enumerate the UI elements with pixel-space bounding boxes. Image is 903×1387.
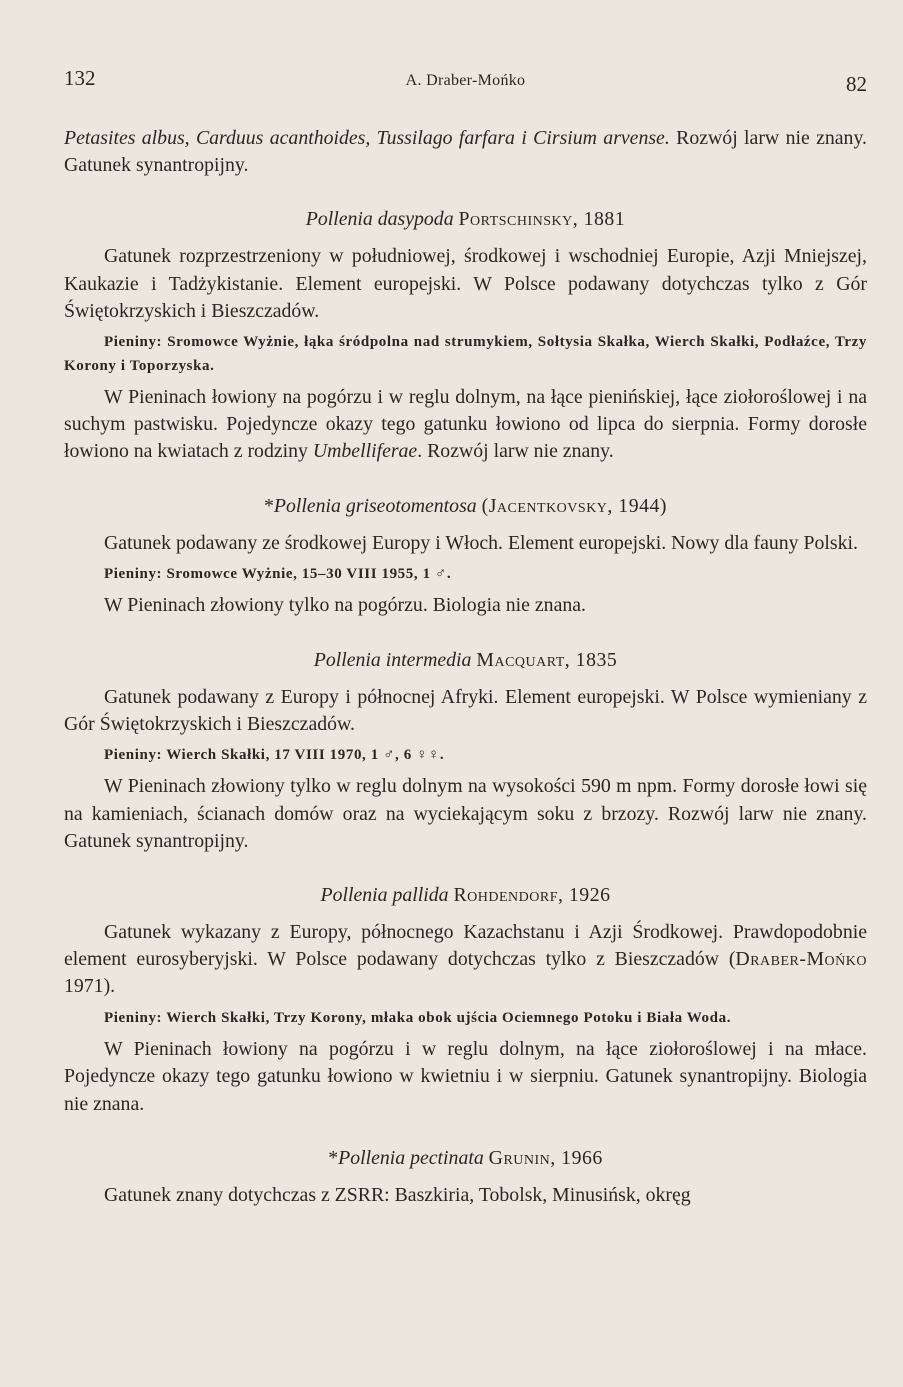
species-name: Pollenia pectinata: [338, 1146, 484, 1169]
host-plants: Petasites albus, Carduus acanthoides, Tussilago farfara i Cirsium arvense.: [64, 127, 670, 149]
species-locality: Pieniny: Sromowce Wyżnie, łąka śródpolna nad strumykiem, Sołtysia Skałka, Wierch Skałki, Podłaźce, Trzy Korony i Toporzyska.: [64, 334, 867, 374]
species-distribution: Gatunek rozprzestrzeniony w południowej, środkowej i wschodniej Europie, Azji Mniejszej, Kaukazie i Tadżykistanie. Element europejski. W Polsce podawany dotychczas tylko z Gór Świętokrzyskich i Bieszczadów.: [64, 245, 867, 322]
page-content: [64, 125, 867, 1209]
page-header: [64, 66, 867, 96]
species-locality: Pieniny: Wierch Skałki, 17 VIII 1970, 1 ♂, 6 ♀♀.: [104, 746, 445, 763]
species-notes: W Pieninach złowiony tylko w reglu dolnym na wysokości 590 m npm. Formy dorosłe łowi się na kamieniach, ścianach domów oraz na wyciekającym soku z brzozy. Rozwój larw nie znany. Gatunek synantropijny.: [64, 775, 867, 852]
species-heading: [64, 882, 867, 909]
species-notes: W Pieninach złowiony tylko na pogórzu. Biologia nie znana.: [104, 594, 586, 617]
cited-author: Draber-Mońko: [735, 948, 867, 971]
species-author: (Jacentkovsky, 1944): [481, 494, 667, 517]
page-number: 132: [64, 66, 96, 90]
species-author: Portschinsky, 1881: [458, 208, 626, 231]
species-locality: Pieniny: Wierch Skałki, Trzy Korony, młaka obok ujścia Ociemnego Potoku i Biała Woda.: [104, 1009, 732, 1026]
running-title: A. Draber-Mońko: [405, 72, 526, 89]
species-author: Macquart, 1835: [476, 648, 618, 671]
species-name: Pollenia griseotomentosa: [273, 494, 477, 517]
intro-paragraph: [64, 125, 867, 179]
species-distribution: Gatunek podawany ze środkowej Europy i Włoch. Element europejski. Nowy dla fauny Polski.: [104, 531, 858, 554]
section-number: 82: [846, 72, 867, 96]
species-heading: *Pollenia griseotomentosa (Jacentkovsky, 1944): [264, 494, 667, 517]
species-heading: [64, 647, 867, 674]
species-name: Pollenia intermedia: [313, 648, 472, 671]
species-distribution: Gatunek znany dotychczas z ZSRR: Baszkiria, Tobolsk, Minusińsk, okręg: [104, 1183, 691, 1206]
species-notes: W Pieninach łowiony na pogórzu i w reglu dolnym, na łące ziołoroślowej i na młace. Pojedyncze okazy tego gatunku łowiono w kwietniu i w sierpniu. Gatunek synantropijny. Biologia nie znana.: [64, 1038, 867, 1115]
species-distribution: Gatunek podawany z Europy i północnej Afryki. Element europejski. W Polsce wymieniany z Gór Świętokrzyskich i Bieszczadów.: [64, 685, 867, 735]
intro-rest: Rozwój larw nie znany. Gatunek synantropijny.: [64, 127, 867, 177]
species-heading: [64, 206, 867, 233]
species-author: Rohdendorf, 1926: [453, 884, 611, 907]
species-locality: Pieniny: Sromowce Wyżnie, 15–30 VIII 1955, 1 ♂.: [104, 565, 452, 582]
species-author: Grunin, 1966: [488, 1146, 603, 1169]
species-distribution: Gatunek wykazany z Europy, północnego Kazachstanu i Azji Środkowej. Prawdopodobnie element eurosyberyjski. W Polsce podawany dotychczas tylko z Bieszczadów (Draber-Mońko 1971).: [64, 921, 867, 998]
species-name: Pollenia pallida: [320, 884, 449, 907]
species-name: Pollenia dasypoda: [305, 208, 454, 231]
species-heading: *Pollenia pectinata Grunin, 1966: [328, 1146, 603, 1169]
species-notes: W Pieninach łowiony na pogórzu i w reglu dolnym, na łące pienińskiej, łące ziołoroślowej i na suchym pastwisku. Pojedyncze okazy tego gatunku łowiono od lipca do sierpnia. Formy dorosłe łowiono na kwiatach z rodziny Umbelliferae. Rozwój larw nie znany.: [64, 386, 867, 463]
